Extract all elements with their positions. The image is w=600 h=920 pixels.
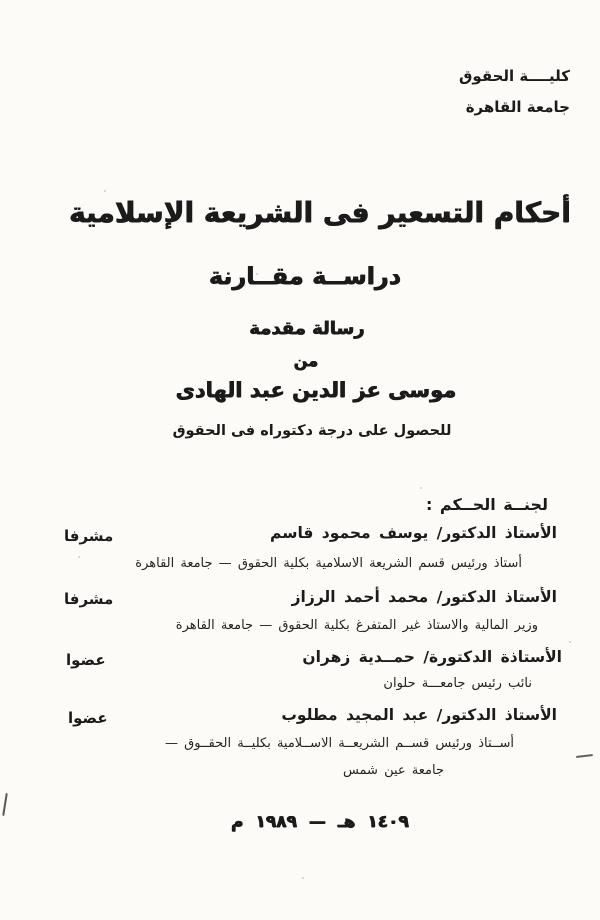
faculty-name: كليــــة الحقوق — [459, 67, 570, 85]
author-name: موسى عز الدين عبد الهادى — [175, 378, 457, 402]
committee-heading: لجنــة الحــكم : — [425, 495, 548, 514]
institution-header — [459, 61, 570, 123]
university-name: جامعة القاهرة — [465, 98, 570, 116]
scan-speck — [78, 556, 80, 558]
scan-speck — [256, 273, 258, 275]
thesis-title-line2: دراســة مقــارنة — [208, 262, 402, 290]
degree-note: للحصول على درجة دكتوراه فى الحقوق — [172, 423, 452, 439]
member-name: الأستاذ الدكتور/ يوسف محمود قاسم — [270, 524, 557, 542]
scan-artifact-slash — [2, 793, 8, 816]
scan-speck — [569, 641, 571, 643]
scan-speck — [420, 487, 422, 489]
scan-artifact-dash — [576, 754, 593, 758]
date-line: ١٤٠٩ هـ — ١٩٨٩ م — [231, 812, 409, 832]
member-desc: أســتاذ ورئيس قســم الشريعــة الاســلامية بكليــة الحقــوق — — [164, 736, 514, 751]
member-role: عضوا — [66, 651, 106, 669]
member-desc: أستاذ ورئيس قسم الشريعة الاسلامية بكلية الحقوق — جامعة القاهرة — [135, 556, 522, 571]
member-name: الأستاذ الدكتور/ محمد أحمد الرزاز — [291, 588, 557, 606]
scan-speck — [104, 190, 106, 192]
member-role: مشرفا — [64, 527, 114, 545]
member-name: الأستاذ الدكتور/ عبد المجيد مطلوب — [281, 706, 557, 724]
member-desc: نائب رئيس جامعـــة حلوان — [383, 676, 532, 691]
member-role: عضوا — [68, 709, 108, 727]
member-role: مشرفا — [64, 590, 114, 608]
scan-speck — [449, 213, 451, 215]
member-desc: وزير المالية والاستاذ غير المتفرغ بكلية الحقوق — جامعة القاهرة — [175, 618, 538, 633]
member-name: الأستاذة الدكتورة/ حمــدية زهران — [302, 648, 562, 666]
scan-speck — [302, 877, 304, 879]
scan-speck — [540, 586, 542, 588]
member-desc-line2: جامعة عين شمس — [342, 763, 444, 778]
submission-note: رسالة مقدمة — [249, 318, 365, 339]
from-word: من — [293, 351, 319, 370]
thesis-title-line1: أحكام التسعير فى الشريعة الإسلامية — [69, 196, 571, 229]
